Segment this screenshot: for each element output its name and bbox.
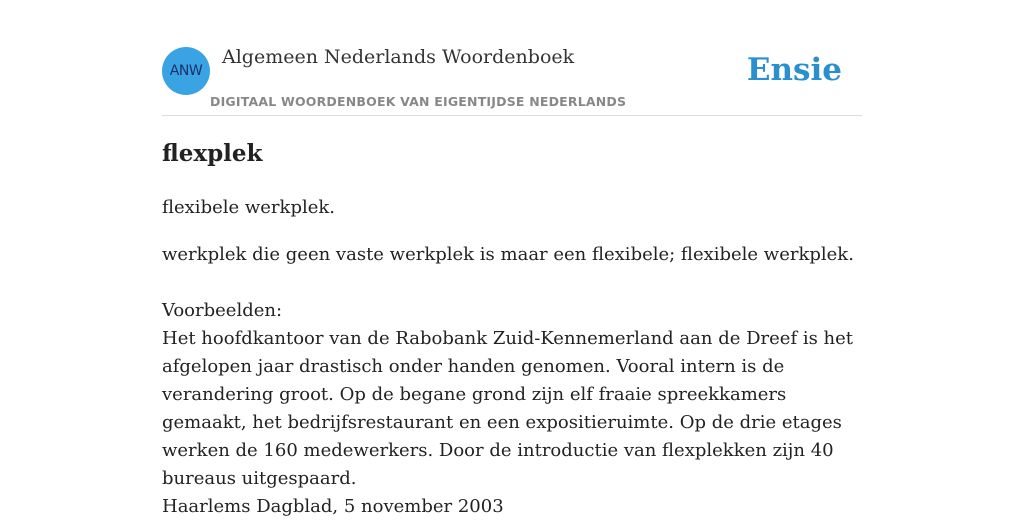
headword: flexplek — [162, 140, 263, 167]
dictionary-name[interactable]: Algemeen Nederlands Woordenboek — [222, 46, 575, 68]
examples-heading: Voorbeelden: — [162, 300, 283, 321]
example-text: Het hoofdkantoor van de Rabobank Zuid-Kennemerland aan de Dreef is het afgelopen jaar drastisch onder handen genomen. Vooral intern is de verandering groot. Op de begane grond zijn elf fraaie spreekkamers gemaakt, het bedrijfsrestaurant en een expositieruimte. Op de drie etages werken de 160 medewerkers. Door de introductie van flexplekken zijn 40 bureaus uitgespaard. — [162, 328, 854, 489]
examples-block — [162, 297, 862, 521]
entry-content — [162, 138, 862, 521]
logo-text: ANW — [169, 63, 203, 79]
example-source: Haarlems Dagblad, 5 november 2003 — [162, 496, 504, 517]
long-definition: werkplek die geen vaste werkplek is maar een flexibele; flexibele werkplek. — [162, 244, 854, 265]
dictionary-subtitle: DIGITAAL WOORDENBOEK VAN EIGENTIJDSE NEDERLANDS — [210, 94, 627, 109]
anw-logo[interactable] — [162, 47, 210, 95]
header — [162, 40, 862, 116]
short-definition: flexibele werkplek. — [162, 197, 336, 218]
ensie-logo[interactable]: Ensie — [746, 52, 842, 88]
